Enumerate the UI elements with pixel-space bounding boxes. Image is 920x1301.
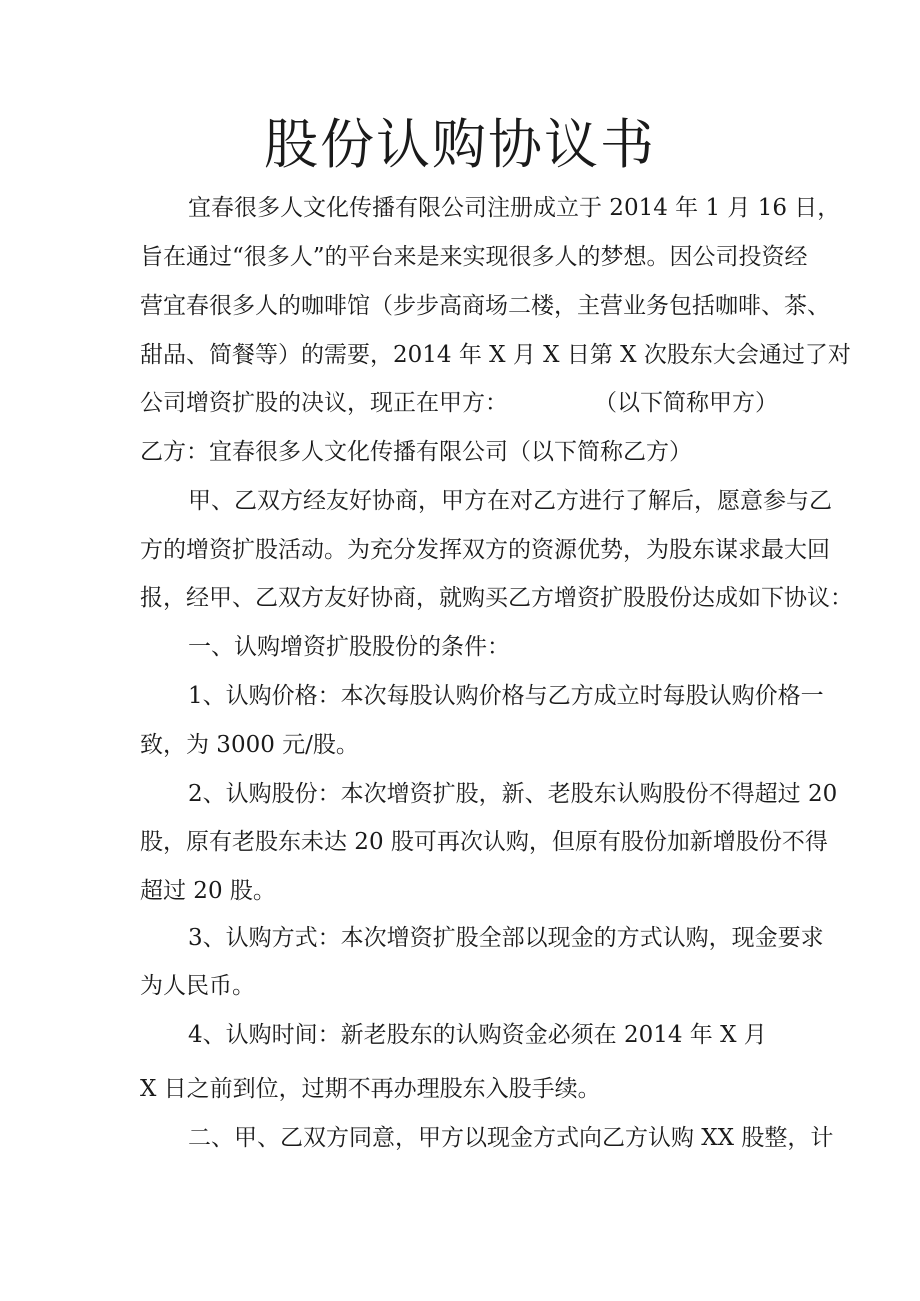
paragraph-2-line-3: 报，经甲、乙双方友好协商，就购买乙方增资扩股股份达成如下协议： — [140, 585, 853, 611]
paragraph-1-line-4: 甜品、简餐等）的需要，2014 年 X 月 X 日第 X 次股东大会通过了对 — [140, 342, 851, 368]
item-1-line-1: 1、认购价格：本次每股认购价格与乙方成立时每股认购价格一 — [188, 683, 824, 709]
item-2-line-1: 2、认购股份：本次增资扩股，新、老股东认购股份不得超过 20 — [188, 781, 838, 807]
item-3-line-2: 为人民币。 — [140, 973, 255, 999]
document-title: 股份认购协议书 — [264, 113, 656, 176]
item-2-line-3: 超过 20 股。 — [140, 878, 276, 904]
party-a-intro: 公司增资扩股的决议，现正在甲方： — [140, 390, 508, 416]
paragraph-1-line-3: 营宜春很多人的咖啡馆（步步高商场二楼，主营业务包括咖啡、茶、 — [140, 293, 830, 319]
section-2-line-1: 二、甲、乙双方同意，甲方以现金方式向乙方认购 XX 股整，计 — [188, 1125, 834, 1151]
paragraph-1-line-1: 宜春很多人文化传播有限公司注册成立于 2014 年 1 月 16 日， — [188, 195, 841, 221]
item-1-line-2: 致，为 3000 元/股。 — [140, 732, 359, 758]
item-4-line-2: X 日之前到位，过期不再办理股东入股手续。 — [140, 1076, 601, 1102]
item-3-line-1: 3、认购方式：本次增资扩股全部以现金的方式认购，现金要求 — [188, 925, 824, 951]
paragraph-2-line-2: 方的增资扩股活动。为充分发挥双方的资源优势，为股东谋求最大回 — [140, 537, 830, 563]
item-4-line-1: 4、认购时间：新老股东的认购资金必须在 2014 年 X 月 — [188, 1022, 767, 1048]
section-1-heading: 一、认购增资扩股股份的条件： — [188, 634, 510, 660]
party-b-line: 乙方：宜春很多人文化传播有限公司（以下简称乙方） — [140, 439, 692, 465]
paragraph-1-line-5 — [140, 387, 778, 419]
paragraph-1-line-2: 旨在通过“很多人”的平台来是来实现很多人的梦想。因公司投资经 — [140, 244, 808, 270]
item-2-line-2: 股，原有老股东未达 20 股可再次认购，但原有股份加新增股份不得 — [140, 829, 828, 855]
paragraph-2-line-1: 甲、乙双方经友好协商，甲方在对乙方进行了解后，愿意参与乙 — [188, 488, 832, 514]
party-a-abbreviation: （以下简称甲方） — [594, 390, 778, 416]
